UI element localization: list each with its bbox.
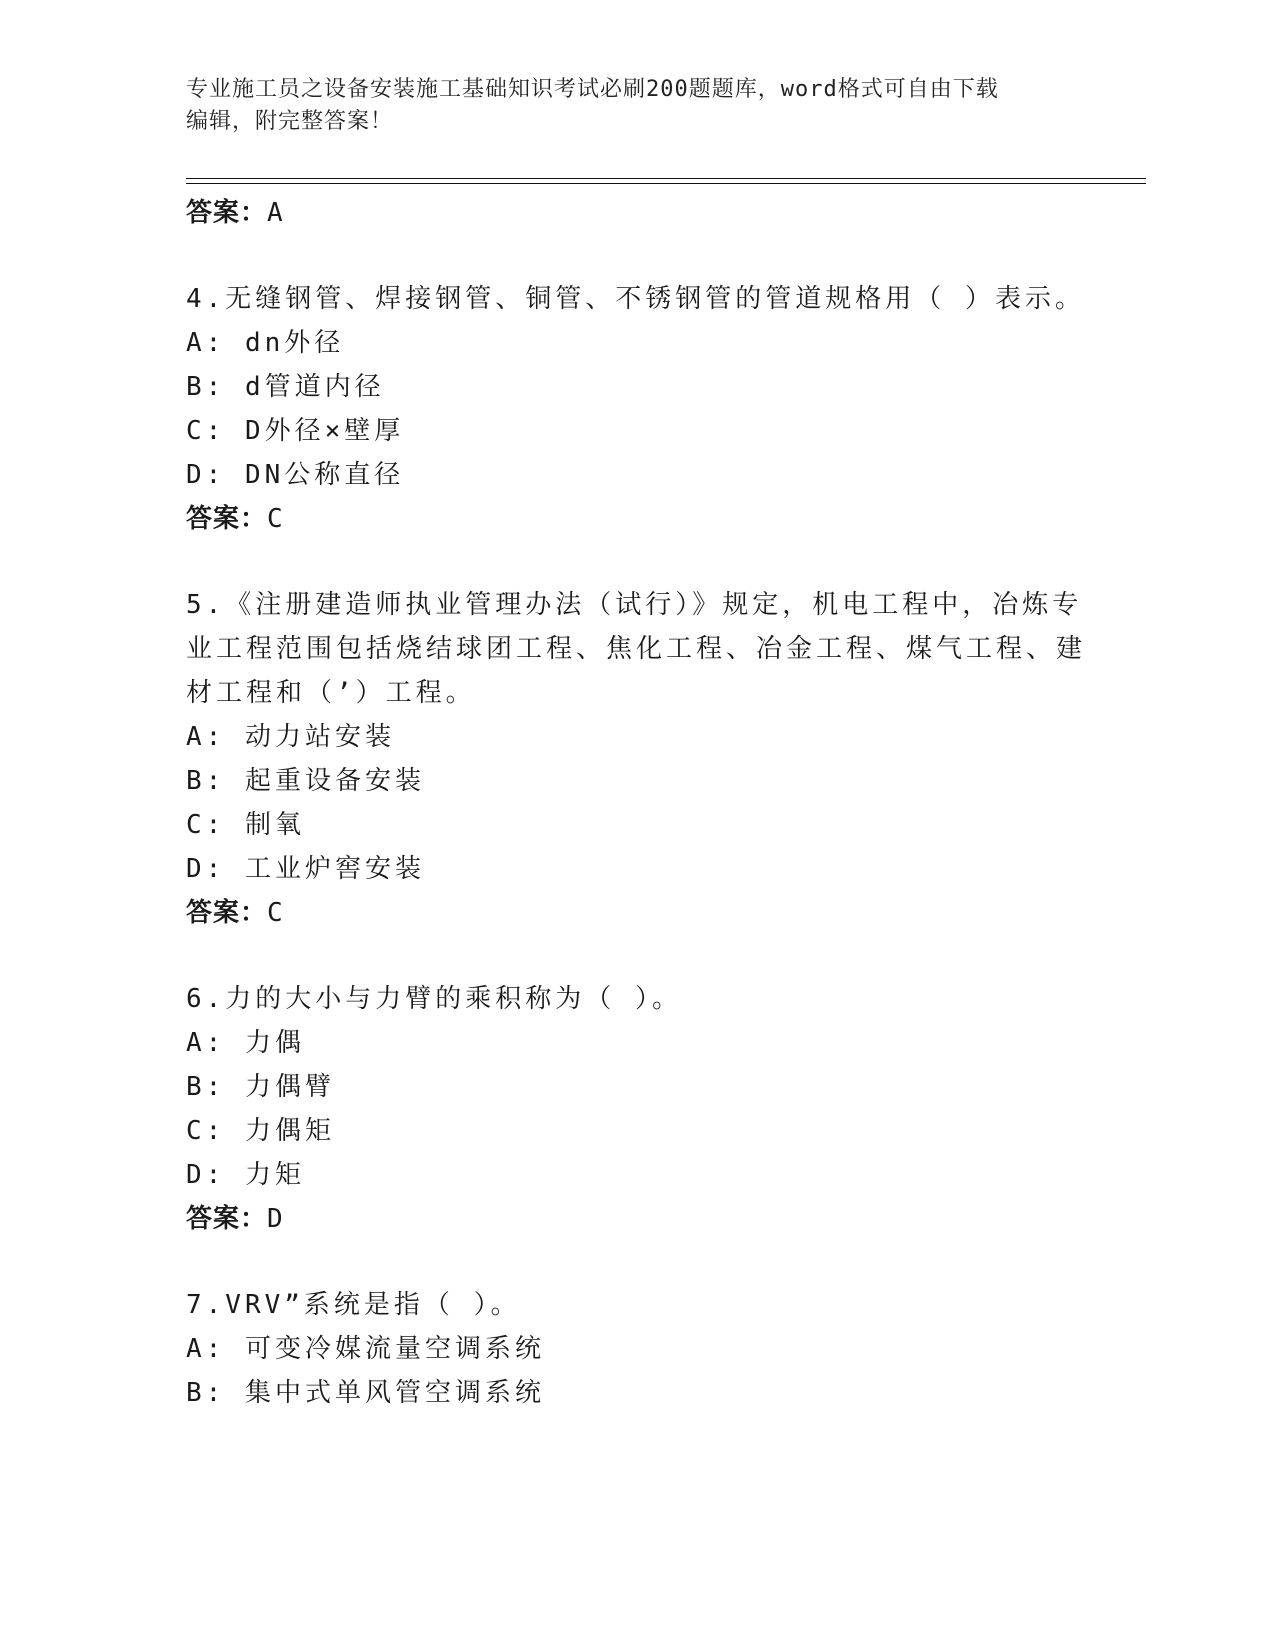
- header-line-2: 编辑，附完整答案！: [186, 109, 394, 134]
- answer-label: 答案：: [186, 198, 268, 228]
- answer-value: C: [267, 898, 284, 928]
- document-header: [186, 74, 1086, 138]
- question-5-option-d: D: 工业炉窖安装: [186, 854, 425, 884]
- question-7-option-b: B: 集中式单风管空调系统: [186, 1378, 545, 1408]
- question-4-option-a: A: dn外径: [186, 328, 345, 358]
- question-6-option-a: A: 力偶: [186, 1028, 305, 1058]
- question-6-answer: [186, 1198, 284, 1235]
- question-4-option-d: D: DN公称直径: [186, 460, 405, 490]
- answer-value: D: [267, 1204, 284, 1234]
- answer-label: 答案：: [186, 504, 268, 534]
- answer-value: A: [267, 198, 284, 228]
- question-6-option-b: B: 力偶臂: [186, 1072, 335, 1102]
- answer-label: 答案：: [186, 898, 268, 928]
- header-rule-top: [186, 178, 1146, 179]
- question-4-option-c: C: D外径×壁厚: [186, 416, 405, 446]
- question-6-option-c: C: 力偶矩: [186, 1116, 335, 1146]
- question-5-answer: [186, 892, 284, 929]
- answer-value: C: [267, 504, 284, 534]
- question-6-option-d: D: 力矩: [186, 1160, 305, 1190]
- question-5-option-c: C: 制氧: [186, 810, 305, 840]
- answer-label: 答案：: [186, 1204, 268, 1234]
- question-4-option-b: B: d管道内径: [186, 372, 385, 402]
- question-5-text-line-1: 5.《注册建造师执业管理办法（试行）》规定，机电工程中，冶炼专: [186, 590, 1083, 620]
- question-6-text: 6.力的大小与力臂的乘积称为（ ）。: [186, 984, 682, 1014]
- header-rule-bottom: [186, 183, 1146, 184]
- question-7-text: 7.VRV”系统是指（ ）。: [186, 1290, 521, 1320]
- previous-answer: [186, 192, 284, 229]
- question-5-text-line-2: 业工程范围包括烧结球团工程、焦化工程、冶金工程、煤气工程、建: [186, 634, 1087, 664]
- question-4-answer: [186, 498, 284, 535]
- question-5-option-a: A: 动力站安装: [186, 722, 395, 752]
- question-5-text-line-3: 材工程和（’）工程。: [186, 678, 476, 708]
- question-4-text: 4.无缝钢管、焊接钢管、铜管、不锈钢管的管道规格用（ ）表示。: [186, 284, 1085, 314]
- header-line-1: 专业施工员之设备安装施工基础知识考试必刷200题题库，word格式可自由下载: [186, 77, 999, 102]
- question-7-option-a: A: 可变冷媒流量空调系统: [186, 1334, 545, 1364]
- question-5-option-b: B: 起重设备安装: [186, 766, 425, 796]
